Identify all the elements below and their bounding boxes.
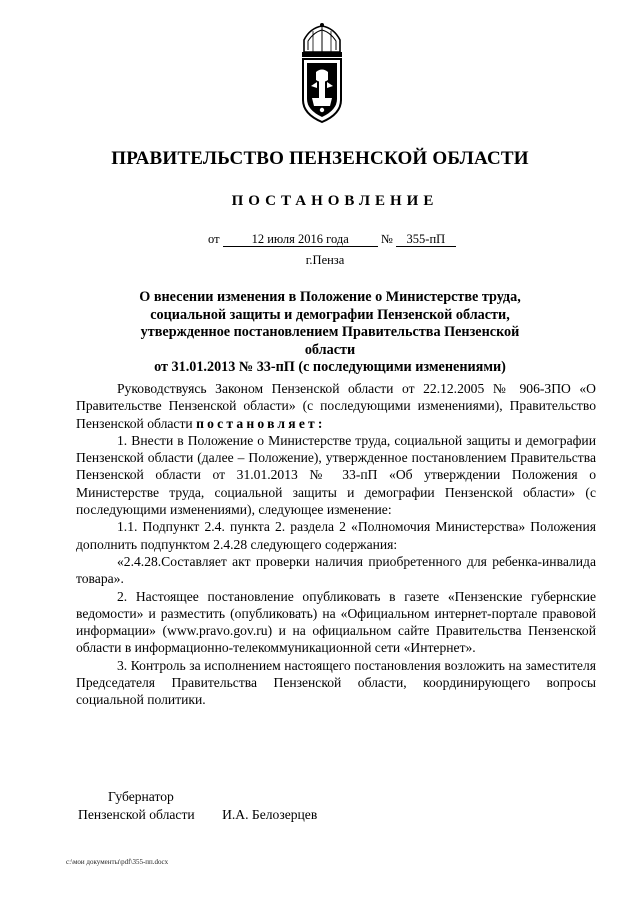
subject-line: О внесении изменения в Положение о Министерстве труда, [139,289,521,305]
document-body [76,380,596,709]
subject-line: от 31.01.2013 № 33-пП (с последующими изменениями) [154,359,506,375]
government-title: ПРАВИТЕЛЬСТВО ПЕНЗЕНСКОЙ ОБЛАСТИ [111,148,529,169]
paragraph-quote: «2.4.28.Составляет акт проверки наличия приобретенного для ребенка-инвалида товара». [76,553,596,587]
file-path-footer: c:\мои документы\pdf\355-пп.docx [66,858,169,866]
document-type: ПОСТАНОВЛЕНИЕ [231,193,439,209]
paragraph-item-1: 1. Внести в Положение о Министерстве труда, социальной защиты и демографии Пензенской области (далее – Положение), утвержденное постановлением Правительства Пензенской области от 31.01.2013 № 33-пП «Об утверждении Положения о Министерстве труда, социальной защиты и демографии Пензенской области» (с последующими изменениями), следующее изменение: [76,432,596,518]
city: г.Пенза [305,253,345,267]
paragraph-item-3: 3. Контроль за исполнением настоящего постановления возложить на заместителя Председателя Правительства Пензенской области, координирующего вопросы социальной политики. [76,657,596,708]
signature-block [78,788,458,824]
penza-coat-of-arms-icon [296,22,348,126]
date-number-line [208,232,456,247]
document-subject [120,289,540,377]
date-prefix: от [208,232,220,246]
document-number: 355-пП [396,232,456,247]
signatory-region-line [78,806,458,824]
signatory-region: Пензенской области [78,807,195,822]
paragraph-preamble [76,380,596,432]
document-date: 12 июля 2016 года [223,232,378,247]
subject-line: социальной защиты и демографии Пензенской области, [150,306,510,323]
signatory-name: И.А. Белозерцев [222,807,318,822]
resolution-keyword: постановляет: [196,415,326,431]
paragraph-item-2: 2. Настоящее постановление опубликовать в газете «Пензенские губернские ведомости» и разместить (опубликовать) на «Официальном интернет-портале правовой информации» (www.pravo.gov.ru) и на официальном сайте Правительства Пензенской области в информационно-телекоммуникационной сети «Интернет». [76,588,596,656]
preamble-text: Руководствуясь Законом Пензенской области от 22.12.2005 № 906-ЗПО «О Правительстве Пензенской области» (с последующими изменениями), Правительство Пензенской области [76,381,596,431]
subject-line: утвержденное постановлением Правительства Пензенской области [140,324,520,358]
number-sign: № [380,232,393,246]
signatory-title: Губернатор [108,789,174,804]
paragraph-item-1-1: 1.1. Подпункт 2.4. пункта 2. раздела 2 «Полномочия Министерства» Положения дополнить подпунктом 2.4.28 следующего содержания: [76,519,596,552]
